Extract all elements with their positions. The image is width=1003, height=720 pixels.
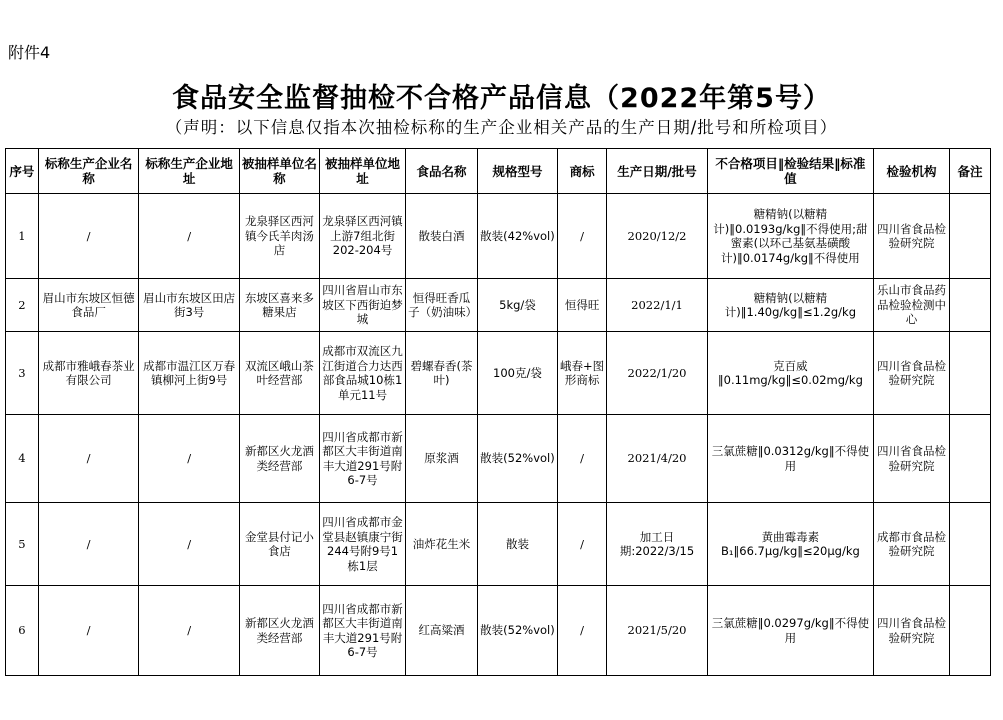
cell-mfr-name: 成都市雅峨春茶业有限公司 bbox=[38, 332, 139, 415]
cell-remark bbox=[949, 332, 990, 415]
cell-sampled-unit-name: 双流区峨山茶叶经营部 bbox=[239, 332, 319, 415]
cell-mfr-name: / bbox=[38, 415, 139, 503]
document-title: 食品安全监督抽检不合格产品信息（2022年第5号） bbox=[172, 83, 831, 114]
cell-sampled-unit-name: 龙泉驿区西河镇今氏羊肉汤店 bbox=[239, 194, 319, 279]
cell-no: 6 bbox=[6, 586, 39, 676]
cell-sampled-unit-name: 新都区火龙酒类经营部 bbox=[239, 586, 319, 676]
cell-sampled-unit-name: 金堂县付记小食店 bbox=[239, 503, 319, 586]
cell-mfr-address: 眉山市东坡区田店街3号 bbox=[139, 279, 240, 332]
cell-inspection-agency: 四川省食品检验研究院 bbox=[874, 586, 950, 676]
cell-spec: 散装 bbox=[477, 503, 557, 586]
cell-inspection-agency: 四川省食品检验研究院 bbox=[874, 194, 950, 279]
cell-remark bbox=[949, 194, 990, 279]
document-subtitle: （声明：以下信息仅指本次抽检标称的生产企业相关产品的生产日期/批号和所检项目） bbox=[165, 118, 838, 137]
cell-spec: 100克/袋 bbox=[477, 332, 557, 415]
header-failed-items: 不合格项目‖检验结果‖标准值 bbox=[707, 149, 873, 194]
cell-sampled-unit-address: 四川省成都市新都区大丰街道南丰大道291号附6-7号 bbox=[319, 586, 405, 676]
cell-no: 1 bbox=[6, 194, 39, 279]
cell-sampled-unit-address: 龙泉驿区西河镇上游7组北街202-204号 bbox=[319, 194, 405, 279]
cell-sampled-unit-address: 四川省成都市新都区大丰街道南丰大道291号附6-7号 bbox=[319, 415, 405, 503]
cell-sampled-unit-address: 成都市双流区九江街道合力达西部食品城10栋1单元11号 bbox=[319, 332, 405, 415]
header-spec: 规格型号 bbox=[477, 149, 557, 194]
cell-sampled-unit-address: 四川省眉山市东坡区下西街迫梦城 bbox=[319, 279, 405, 332]
cell-mfr-name: / bbox=[38, 586, 139, 676]
cell-brand: / bbox=[557, 415, 606, 503]
table-header-row bbox=[6, 149, 991, 194]
header-remark: 备注 bbox=[949, 149, 990, 194]
cell-mfr-address: / bbox=[139, 503, 240, 586]
cell-food-name: 散装白酒 bbox=[406, 194, 478, 279]
header-mfr-name: 标称生产企业名称 bbox=[38, 149, 139, 194]
header-no: 序号 bbox=[6, 149, 39, 194]
header-mfr-address: 标称生产企业地址 bbox=[139, 149, 240, 194]
cell-sampled-unit-name: 东坡区喜来多糖果店 bbox=[239, 279, 319, 332]
cell-no: 4 bbox=[6, 415, 39, 503]
header-brand: 商标 bbox=[557, 149, 606, 194]
cell-food-name: 碧螺春香(茶叶) bbox=[406, 332, 478, 415]
cell-mfr-name: 眉山市东坡区恒德食品厂 bbox=[38, 279, 139, 332]
cell-inspection-agency: 乐山市食品药品检验检测中心 bbox=[874, 279, 950, 332]
cell-production-date: 2020/12/2 bbox=[607, 194, 708, 279]
cell-production-date: 2022/1/20 bbox=[607, 332, 708, 415]
cell-food-name: 油炸花生米 bbox=[406, 503, 478, 586]
cell-failed-items: 三氯蔗糖‖0.0297g/kg‖不得使用 bbox=[707, 586, 873, 676]
cell-remark bbox=[949, 503, 990, 586]
cell-failed-items: 克百威‖0.11mg/kg‖≤0.02mg/kg bbox=[707, 332, 873, 415]
cell-production-date: 2021/4/20 bbox=[607, 415, 708, 503]
cell-spec: 散装(52%vol) bbox=[477, 415, 557, 503]
header-sampled-unit-name: 被抽样单位名称 bbox=[239, 149, 319, 194]
cell-brand: / bbox=[557, 503, 606, 586]
unqualified-products-table bbox=[5, 148, 991, 676]
cell-brand: / bbox=[557, 194, 606, 279]
header-production-date: 生产日期/批号 bbox=[607, 149, 708, 194]
attachment-label: 附件4 bbox=[8, 43, 51, 62]
table-row bbox=[6, 586, 991, 676]
header-sampled-unit-address: 被抽样单位地址 bbox=[319, 149, 405, 194]
cell-sampled-unit-name: 新都区火龙酒类经营部 bbox=[239, 415, 319, 503]
cell-no: 2 bbox=[6, 279, 39, 332]
cell-inspection-agency: 成都市食品检验研究院 bbox=[874, 503, 950, 586]
cell-failed-items: 黄曲霉毒素B₁‖66.7μg/kg‖≤20μg/kg bbox=[707, 503, 873, 586]
cell-food-name: 恒得旺香瓜子（奶油味） bbox=[406, 279, 478, 332]
table-row bbox=[6, 503, 991, 586]
cell-mfr-name: / bbox=[38, 194, 139, 279]
cell-inspection-agency: 四川省食品检验研究院 bbox=[874, 415, 950, 503]
table-row bbox=[6, 415, 991, 503]
cell-production-date: 2022/1/1 bbox=[607, 279, 708, 332]
cell-brand: / bbox=[557, 586, 606, 676]
cell-production-date: 2021/5/20 bbox=[607, 586, 708, 676]
cell-mfr-name: / bbox=[38, 503, 139, 586]
table-row bbox=[6, 194, 991, 279]
cell-no: 5 bbox=[6, 503, 39, 586]
cell-spec: 5kg/袋 bbox=[477, 279, 557, 332]
cell-mfr-address: / bbox=[139, 194, 240, 279]
cell-failed-items: 糖精钠(以糖精计)‖1.40g/kg‖≤1.2g/kg bbox=[707, 279, 873, 332]
cell-mfr-address: 成都市温江区万春镇柳河上街9号 bbox=[139, 332, 240, 415]
cell-sampled-unit-address: 四川省成都市金堂县赵镇康宁街244号附9号1栋1层 bbox=[319, 503, 405, 586]
cell-spec: 散装(42%vol) bbox=[477, 194, 557, 279]
cell-brand: 峨春+图形商标 bbox=[557, 332, 606, 415]
header-food-name: 食品名称 bbox=[406, 149, 478, 194]
cell-failed-items: 三氯蔗糖‖0.0312g/kg‖不得使用 bbox=[707, 415, 873, 503]
table-row bbox=[6, 332, 991, 415]
cell-mfr-address: / bbox=[139, 415, 240, 503]
cell-failed-items: 糖精钠(以糖精计)‖0.0193g/kg‖不得使用;甜蜜素(以环己基氨基磺酸计)‖0.0174g/kg‖不得使用 bbox=[707, 194, 873, 279]
cell-food-name: 原浆酒 bbox=[406, 415, 478, 503]
cell-remark bbox=[949, 279, 990, 332]
cell-spec: 散装(52%vol) bbox=[477, 586, 557, 676]
cell-mfr-address: / bbox=[139, 586, 240, 676]
cell-inspection-agency: 四川省食品检验研究院 bbox=[874, 332, 950, 415]
cell-production-date: 加工日期:2022/3/15 bbox=[607, 503, 708, 586]
cell-food-name: 红高粱酒 bbox=[406, 586, 478, 676]
cell-brand: 恒得旺 bbox=[557, 279, 606, 332]
cell-remark bbox=[949, 586, 990, 676]
cell-no: 3 bbox=[6, 332, 39, 415]
header-inspection-agency: 检验机构 bbox=[874, 149, 950, 194]
cell-remark bbox=[949, 415, 990, 503]
table-row bbox=[6, 279, 991, 332]
